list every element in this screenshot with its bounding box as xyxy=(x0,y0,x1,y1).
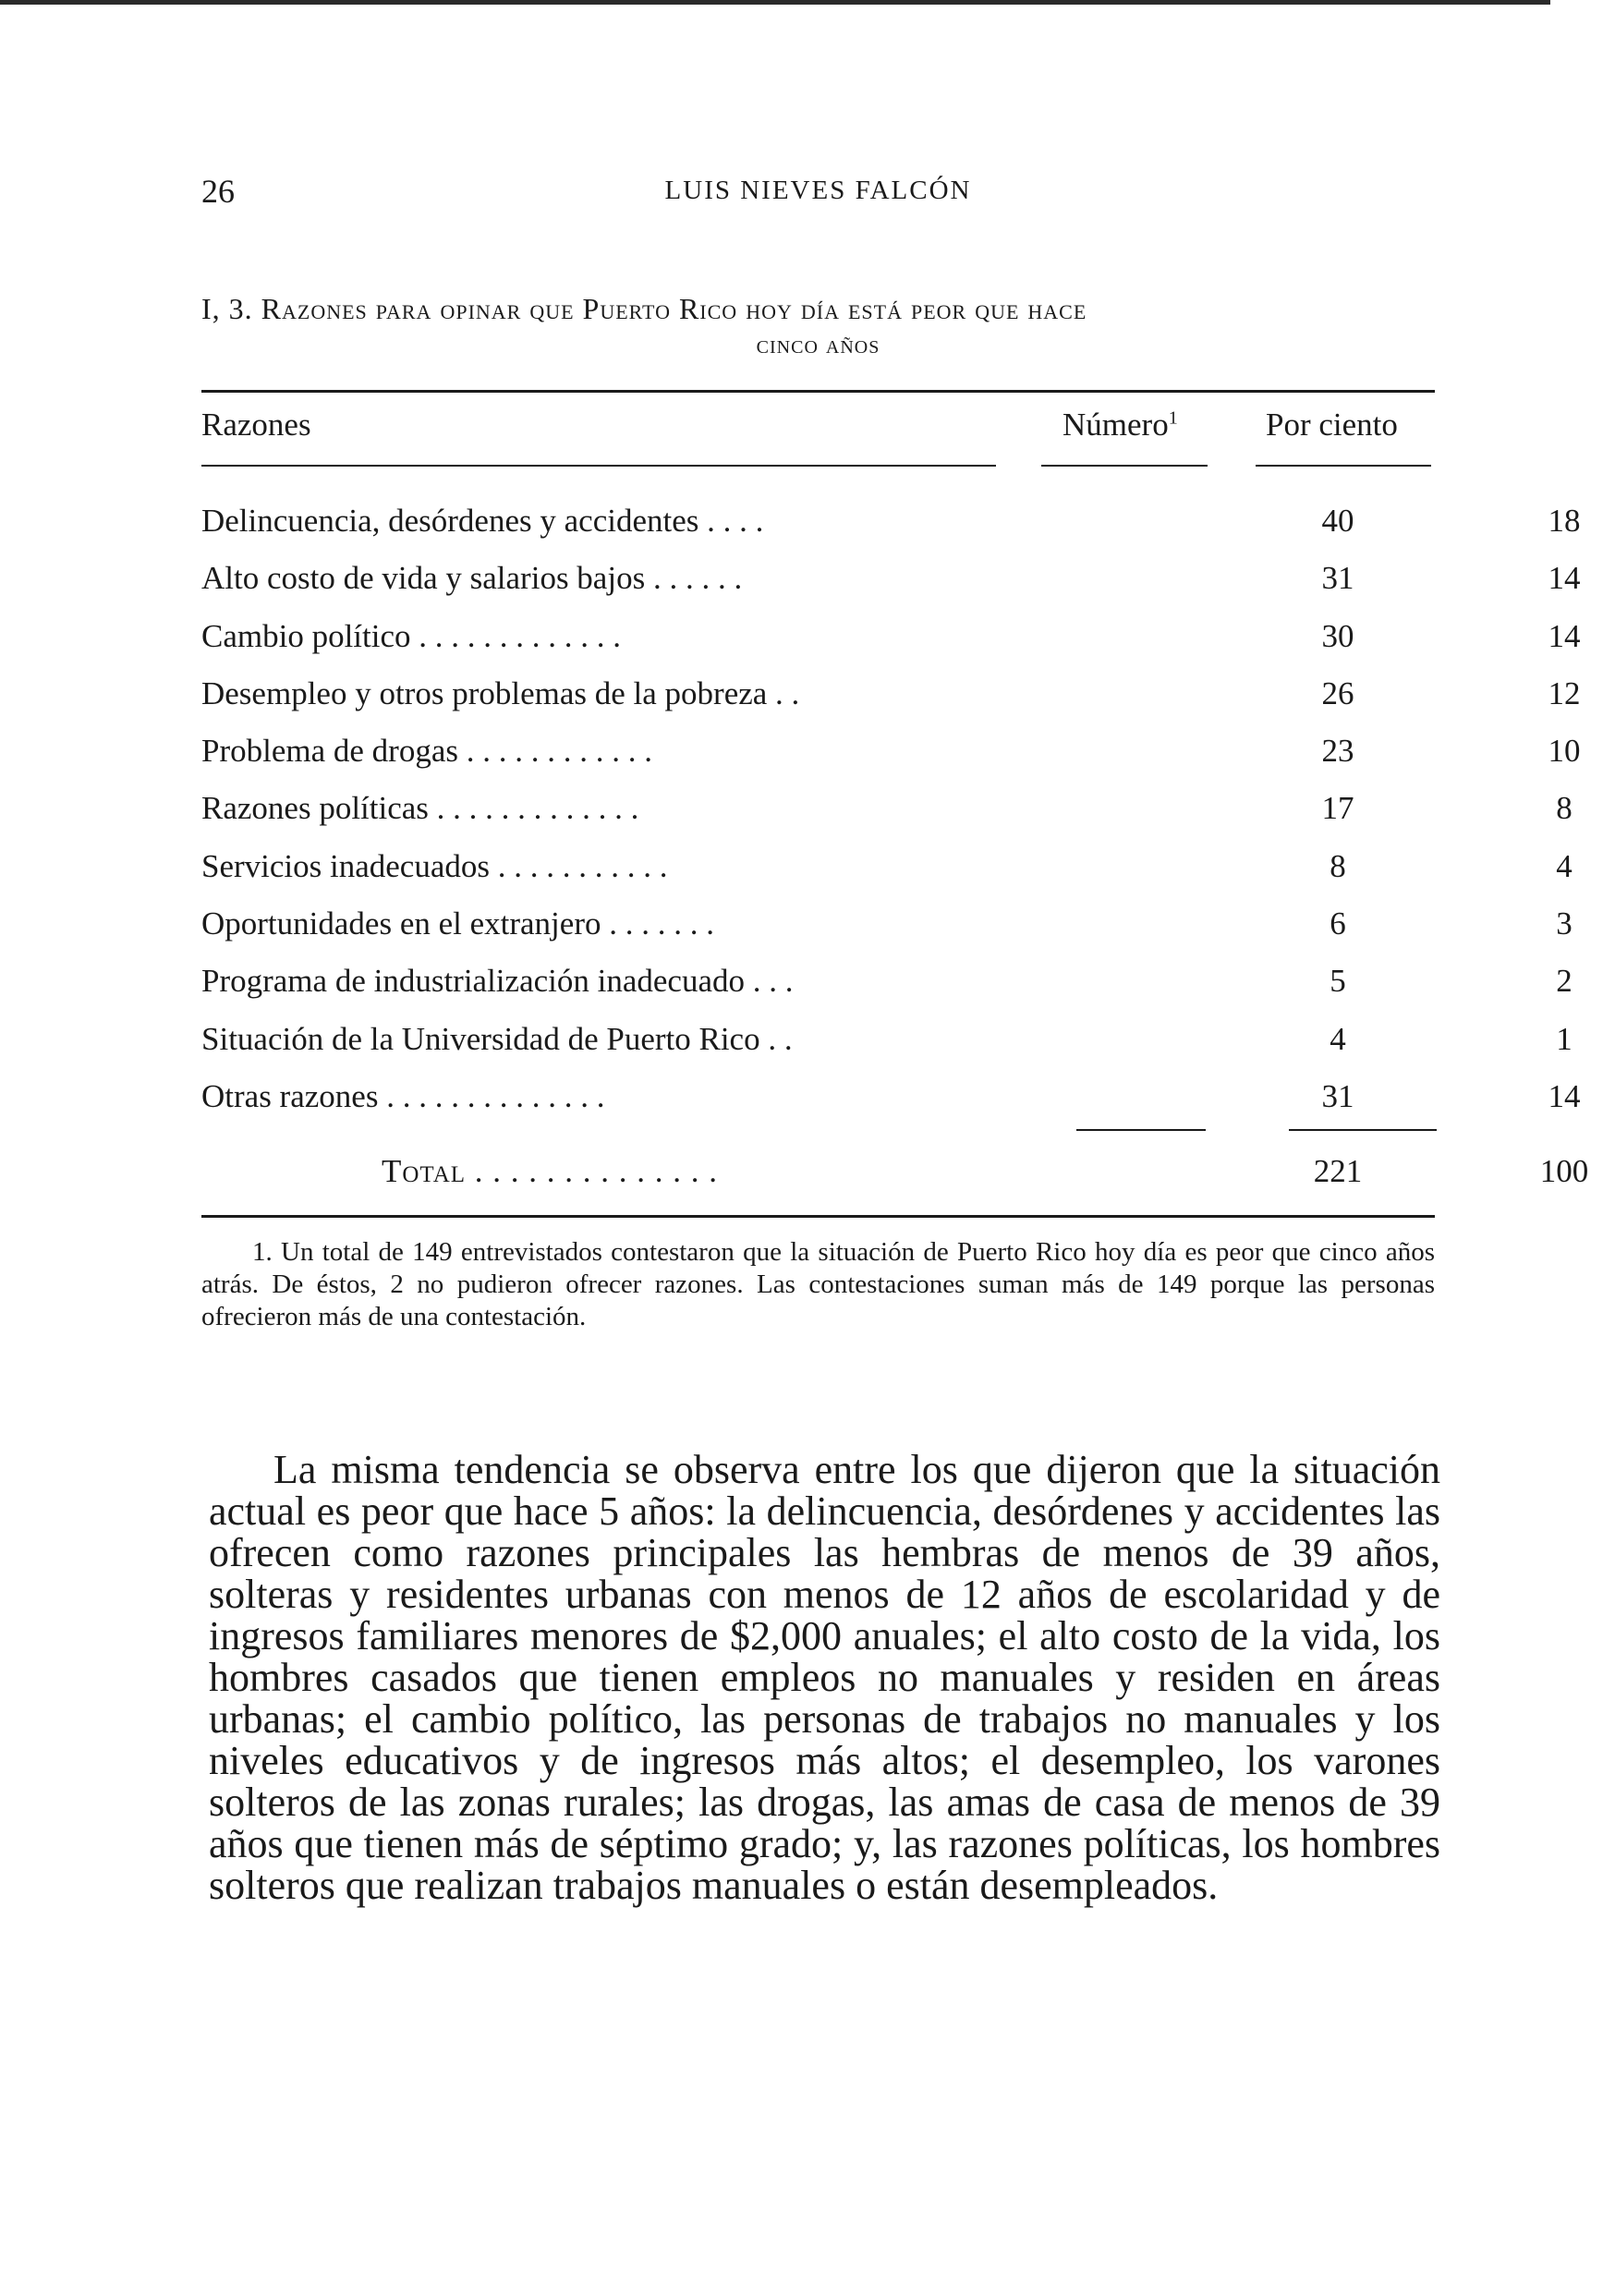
total-rule-number xyxy=(1076,1129,1206,1131)
row-label: Cambio político . . . . . . . . . . . . . xyxy=(201,617,622,654)
table-row xyxy=(201,608,1581,665)
row-percent: 12 xyxy=(1548,674,1581,711)
row-percent: 14 xyxy=(1548,1077,1581,1114)
row-percent: 2 xyxy=(1556,963,1572,1000)
table-row xyxy=(201,895,1572,953)
table-title-line-1: I, 3. Razones para opinar que Puerto Rico hoy día está peor que hace xyxy=(201,292,1087,325)
row-percent: 14 xyxy=(1548,617,1581,654)
header-underline-reasons xyxy=(201,465,996,467)
header-underline-number xyxy=(1041,465,1208,467)
row-number: 40 xyxy=(1321,503,1354,539)
row-number: 31 xyxy=(1321,1077,1354,1114)
table-row xyxy=(201,838,1572,895)
row-number: 4 xyxy=(1330,1020,1346,1057)
table-row xyxy=(201,723,1581,780)
row-percent: 18 xyxy=(1548,503,1581,539)
row-number: 17 xyxy=(1321,790,1354,827)
table-title xyxy=(201,290,1435,364)
row-number: 26 xyxy=(1321,674,1354,711)
row-label: Otras razones . . . . . . . . . . . . . . xyxy=(201,1077,605,1114)
column-header-number xyxy=(1062,407,1178,443)
row-label: Servicios inadecuados . . . . . . . . . . . xyxy=(201,847,668,884)
running-head: LUIS NIEVES FALCÓN xyxy=(664,176,972,205)
table-row xyxy=(201,1068,1581,1125)
row-label: Delincuencia, desórdenes y accidentes . . . . xyxy=(201,503,764,539)
table-row xyxy=(201,780,1572,837)
row-percent: 8 xyxy=(1556,790,1572,827)
table-row xyxy=(201,550,1581,607)
table-row xyxy=(201,492,1581,550)
page-top-edge xyxy=(0,0,1550,5)
total-label: Total . . . . . . . . . . . . . . xyxy=(382,1153,719,1189)
row-number: 30 xyxy=(1321,617,1354,654)
table-row xyxy=(201,665,1581,723)
row-number: 5 xyxy=(1330,963,1346,1000)
row-percent: 4 xyxy=(1556,847,1572,884)
column-header-reasons: Razones xyxy=(201,407,311,443)
column-header-number-label: Número xyxy=(1062,407,1169,443)
row-label: Programa de industrialización inadecuado . . . xyxy=(201,963,794,1000)
row-percent: 3 xyxy=(1556,905,1572,942)
header-underline-percent xyxy=(1256,465,1431,467)
table-body xyxy=(201,492,1581,1125)
row-label: Oportunidades en el extranjero . . . . . . . xyxy=(201,905,714,942)
table-bottom-rule xyxy=(201,1215,1435,1218)
table-top-rule xyxy=(201,390,1435,393)
row-label: Situación de la Universidad de Puerto Rico . . xyxy=(201,1020,793,1057)
page-header xyxy=(201,172,1435,218)
table-total-row xyxy=(201,1143,1589,1200)
total-number: 221 xyxy=(1313,1153,1363,1189)
row-number: 6 xyxy=(1330,905,1346,942)
row-percent: 10 xyxy=(1548,733,1581,770)
footnote-marker: 1 xyxy=(1168,407,1178,429)
row-number: 31 xyxy=(1321,560,1354,597)
total-rule-percent xyxy=(1289,1129,1437,1131)
column-header-percent: Por ciento xyxy=(1266,407,1398,443)
row-number: 23 xyxy=(1321,733,1354,770)
row-label: Problema de drogas . . . . . . . . . . . . xyxy=(201,733,652,770)
page-number: 26 xyxy=(201,173,235,210)
row-percent: 1 xyxy=(1556,1020,1572,1057)
total-percent: 100 xyxy=(1539,1153,1589,1189)
table-footnote: 1. Un total de 149 entrevistados contestaron que la situación de Puerto Rico hoy día es peor que cinco años atrás. De éstos, 2 no pudieron ofrecer razones. Las contestaciones suman más de 149 porque las personas ofrecieron más de una contestación. xyxy=(201,1237,1435,1331)
table-row xyxy=(201,1011,1572,1068)
row-label: Alto costo de vida y salarios bajos . . . . . . xyxy=(201,560,743,597)
table-row xyxy=(201,953,1572,1010)
row-label: Desempleo y otros problemas de la pobreza . . xyxy=(201,674,800,711)
row-label: Razones políticas . . . . . . . . . . . . . xyxy=(201,790,639,827)
table-title-line-2: cinco años xyxy=(756,331,880,359)
row-percent: 14 xyxy=(1548,560,1581,597)
row-number: 8 xyxy=(1330,847,1346,884)
body-paragraph: La misma tendencia se observa entre los que dijeron que la situación actual es peor que hace 5 años: la delincuencia, desórdenes y accidentes las ofrecen como razones principales las hembras de menos de 39 años, solteras y residentes urbanas con menos de 12 años de escolaridad y de ingresos familiares menores de $2,000 anuales; el alto costo de la vida, los hombres casados que tienen empleos no manuales y residen en áreas urbanas; el cambio político, las personas de trabajos no manuales y los niveles educativos y de ingresos más altos; el desempleo, los varones solteros de las zonas rurales; las drogas, las amas de casa de menos de 39 años que tienen más de séptimo grado; y, las razones políticas, los hombres solteros que realizan trabajos manuales o están desempleados. xyxy=(209,1447,1440,1908)
